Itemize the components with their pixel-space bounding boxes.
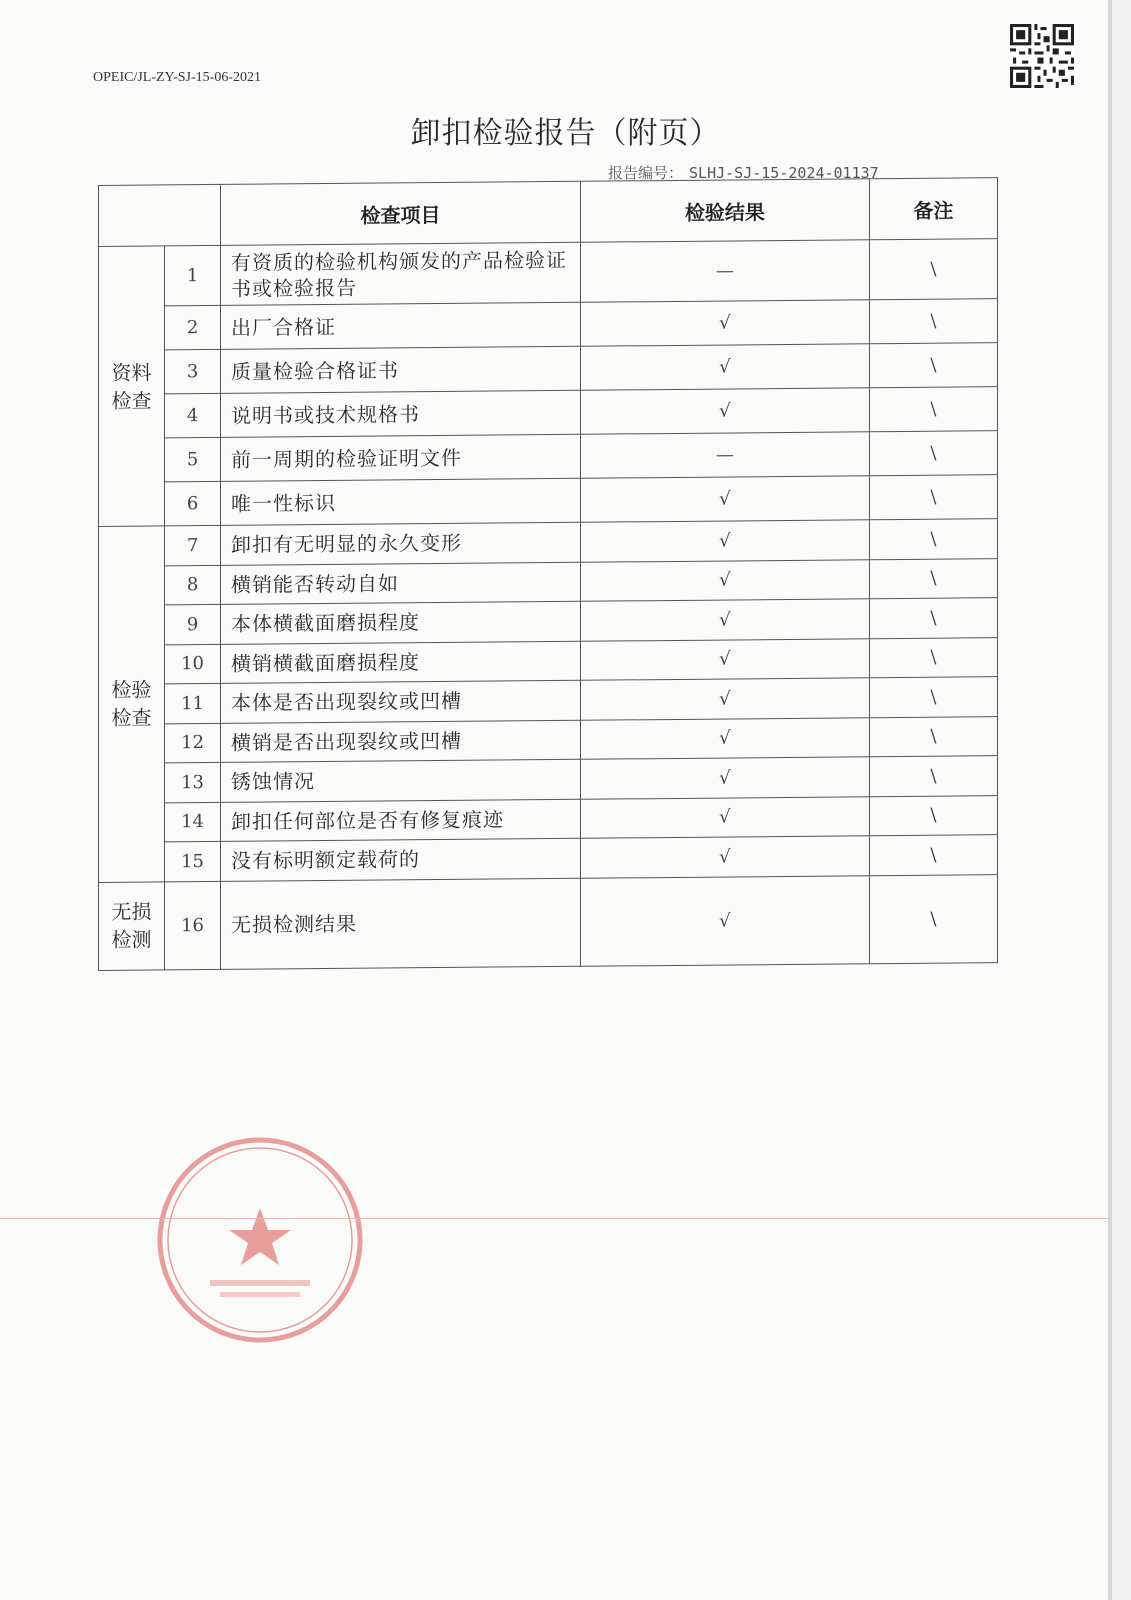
inspection-item: 锈蚀情况	[221, 759, 581, 802]
inspection-result: √	[581, 836, 870, 878]
inspection-result: √	[581, 559, 870, 601]
inspection-result: √	[581, 344, 870, 391]
scan-margin	[1112, 0, 1131, 1600]
table-row	[99, 874, 998, 970]
table-row	[99, 343, 998, 395]
header-remark: 备注	[869, 178, 997, 240]
group-label: 无损 检测	[99, 881, 165, 970]
inspection-result: —	[581, 432, 870, 479]
row-number: 1	[165, 245, 221, 305]
row-number: 13	[165, 762, 221, 802]
inspection-result: √	[581, 796, 870, 838]
row-number: 14	[165, 802, 221, 842]
remark: \	[869, 431, 997, 476]
row-number: 5	[165, 437, 221, 481]
remark: \	[869, 677, 997, 718]
remark: \	[869, 637, 997, 678]
document-code: OPEIC/JL-ZY-SJ-15-06-2021	[93, 70, 261, 85]
report-number-label: 报告编号：	[608, 164, 684, 182]
report-number-value: SLHJ-SJ-15-2024-01137	[689, 164, 879, 182]
row-number: 2	[165, 305, 221, 349]
remark: \	[869, 795, 997, 836]
inspection-result: —	[581, 240, 870, 303]
table-row	[99, 387, 998, 439]
group-label: 检验 检查	[99, 526, 165, 882]
official-seal-icon	[150, 1130, 370, 1350]
qr-code-icon	[1010, 24, 1074, 88]
remark: \	[869, 475, 997, 520]
inspection-item: 本体横截面磨损程度	[221, 601, 581, 644]
remark: \	[869, 387, 997, 432]
inspection-item: 出厂合格证	[221, 302, 581, 349]
inspection-item: 横销横截面磨损程度	[221, 641, 581, 684]
inspection-result: √	[581, 520, 870, 562]
remark: \	[869, 874, 997, 963]
inspection-result: √	[581, 476, 870, 523]
row-number: 6	[165, 481, 221, 525]
inspection-table	[98, 177, 998, 970]
table-header-row	[99, 178, 998, 247]
remark: \	[869, 299, 997, 344]
row-number: 7	[165, 525, 221, 565]
row-number: 11	[165, 683, 221, 723]
remark: \	[869, 756, 997, 797]
header-item: 检查项目	[221, 181, 581, 245]
inspection-result: √	[581, 875, 870, 966]
table-row	[99, 239, 998, 307]
inspection-item: 唯一性标识	[221, 478, 581, 525]
row-number: 12	[165, 723, 221, 763]
page-title: 卸扣检验报告（附页）	[410, 116, 721, 151]
inspection-result: √	[581, 678, 870, 720]
inspection-item: 卸扣有无明显的永久变形	[221, 522, 581, 565]
inspection-result: √	[581, 300, 870, 347]
header-blank	[99, 184, 221, 246]
header-result: 检验结果	[581, 179, 870, 243]
group-label: 资料 检查	[99, 246, 165, 527]
inspection-item: 横销是否出现裂纹或凹槽	[221, 720, 581, 763]
row-number: 3	[165, 349, 221, 393]
row-number: 10	[165, 644, 221, 684]
inspection-result: √	[581, 638, 870, 680]
inspection-result: √	[581, 757, 870, 799]
row-number: 8	[165, 565, 221, 605]
inspection-item: 本体是否出现裂纹或凹槽	[221, 680, 581, 723]
row-number: 4	[165, 393, 221, 437]
remark: \	[869, 835, 997, 876]
inspection-item: 无损检测结果	[221, 878, 581, 969]
table-row	[99, 431, 998, 483]
inspection-result: √	[581, 388, 870, 435]
scan-edge-line	[0, 1218, 1131, 1219]
inspection-item: 前一周期的检验证明文件	[221, 434, 581, 481]
remark: \	[869, 558, 997, 599]
row-number: 9	[165, 604, 221, 644]
remark: \	[869, 716, 997, 757]
row-number: 16	[165, 881, 221, 969]
inspection-item: 有资质的检验机构颁发的产品检验证书或检验报告	[221, 242, 581, 305]
remark: \	[869, 598, 997, 639]
table-row	[99, 299, 998, 351]
table-row	[99, 475, 998, 527]
inspection-item: 横销能否转动自如	[221, 562, 581, 605]
row-number: 15	[165, 841, 221, 881]
remark: \	[869, 519, 997, 560]
inspection-result: √	[581, 717, 870, 759]
inspection-item: 说明书或技术规格书	[221, 390, 581, 437]
remark: \	[869, 343, 997, 388]
inspection-result: √	[581, 599, 870, 641]
remark: \	[869, 239, 997, 300]
inspection-item: 卸扣任何部位是否有修复痕迹	[221, 799, 581, 842]
inspection-item: 质量检验合格证书	[221, 346, 581, 393]
inspection-item: 没有标明额定载荷的	[221, 838, 581, 881]
